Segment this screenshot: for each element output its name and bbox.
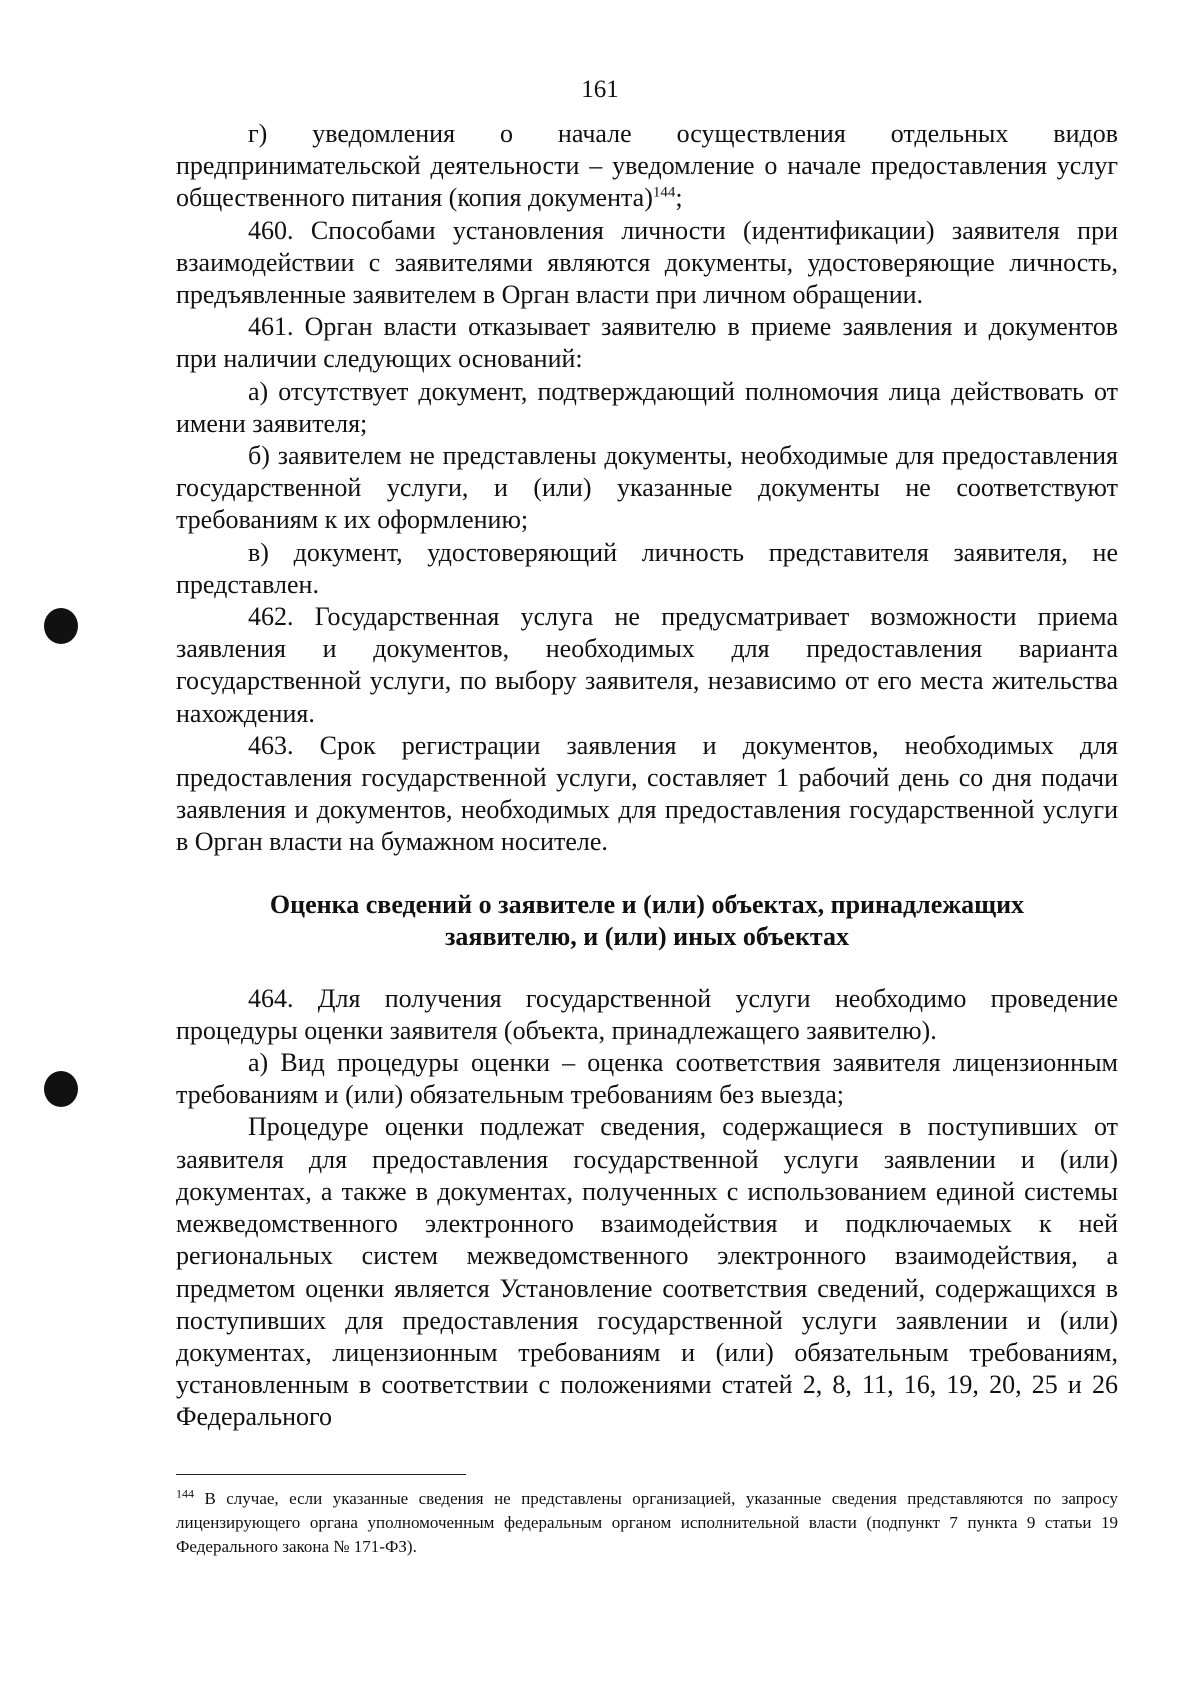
- body-text: [176, 118, 1118, 1434]
- punch-hole-top: [44, 608, 78, 644]
- paragraph-461-v: в) документ, удостоверяющий личность представителя заявителя, не представлен.: [176, 537, 1118, 599]
- footnote-divider: [176, 1474, 466, 1475]
- paragraph-464: 464. Для получения государственной услуги необходимо проведение процедуры оценки заявителя (объекта, принадлежащего заявителю).: [176, 983, 1118, 1045]
- paragraph-text: г) уведомления о начале осуществления отдельных видов предпринимательской деятельности – уведомление о начале предоставления услуг общественного питания (копия документа): [176, 119, 1118, 213]
- footnote-number: 144: [176, 1486, 194, 1501]
- paragraph-assessment-subject: Процедуре оценки подлежат сведения, содержащиеся в поступивших от заявителя для предоставления государственной услуги заявлении и (или) документах, а также в документах, полученных с использованием единой системы межведомственного электронного взаимодействия и подключаемых к ней региональных систем межведомственного электронного взаимодействия, а предметом оценки является Установление соответствия сведений, содержащихся в поступивших для предоставления государственной услуги заявлении и (или) документах, лицензионным требованиям и (или) обязательным требованиям, установленным в соответствии с положениями статей 2, 8, 11, 16, 19, 20, 25 и 26 Федерального: [176, 1112, 1118, 1432]
- footnote-text: В случае, если указанные сведения не представлены организацией, указанные сведения представляются по запросу лицензирующего органа уполномоченным федеральным органом исполнительной власти (подпункт 7 пункта 9 статьи 19 Федерального закона № 171-ФЗ).: [176, 1489, 1118, 1556]
- paragraph-464-a: а) Вид процедуры оценки – оценка соответствия заявителя лицензионным требованиям и (или) обязательным требованиям без выезда;: [176, 1048, 1118, 1110]
- section-heading: Оценка сведений о заявителе и (или) объектах, принадлежащих заявителю, и (или) иных объектах: [269, 889, 1025, 951]
- footnote: [176, 1487, 1118, 1559]
- paragraph-461: 461. Орган власти отказывает заявителю в приеме заявления и документов при наличии следующих оснований:: [176, 312, 1118, 374]
- page-number: 161: [581, 76, 619, 103]
- paragraph-463: 463. Срок регистрации заявления и документов, необходимых для предоставления государственной услуги, составляет 1 рабочий день со дня подачи заявления и документов, необходимых для предоставления государственной услуги в Орган власти на бумажном носителе.: [176, 730, 1118, 857]
- punch-hole-bottom: [44, 1071, 78, 1107]
- footnote-ref[interactable]: 144: [652, 184, 676, 201]
- paragraph-462: 462. Государственная услуга не предусматривает возможности приема заявления и документов, необходимых для предоставления варианта государственной услуги, по выбору заявителя, независимо от его места жительства нахождения.: [176, 602, 1118, 728]
- paragraph-461-b: б) заявителем не представлены документы, необходимые для предоставления государственной услуги, и (или) указанные документы не соответствуют требованиям к их оформлению;: [176, 441, 1118, 535]
- paragraph-tail: ;: [675, 183, 683, 213]
- paragraph-461-a: а) отсутствует документ, подтверждающий полномочия лица действовать от имени заявителя;: [176, 376, 1118, 438]
- paragraph-g-notification: [176, 118, 1118, 215]
- paragraph-460: 460. Способами установления личности (идентификации) заявителя при взаимодействии с заявителями являются документы, удостоверяющие личность, предъявленные заявителем в Орган власти при личном обращении.: [176, 215, 1118, 310]
